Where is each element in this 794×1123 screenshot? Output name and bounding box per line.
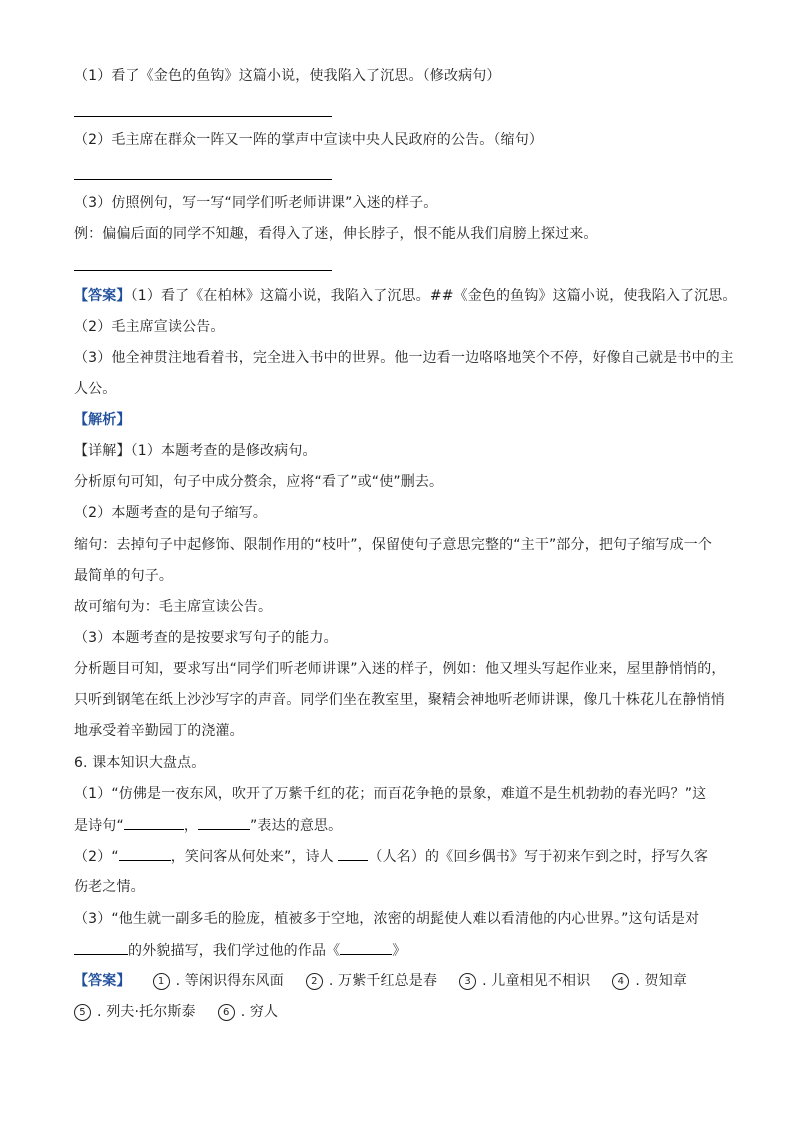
answer-5-line1: 【答案】（1）看了《在柏林》这篇小说，我陷入了沉思。##《金色的鱼钩》这篇小说，使我陷入了沉思。 [74,288,737,304]
q6-title: 6. 课本知识大盘点。 [74,755,206,771]
analysis-line3: （2）本题考查的是句子缩写。 [74,505,268,521]
detail-label: 【详解】 [74,443,131,459]
answer-6-line1 [74,971,726,991]
circled-number: 4 [612,973,629,990]
q6-part3: （3）“他生就一副多毛的脸庞，植被多于空地，浓密的胡髭使人难以看清他的内心世界。”这句话是对 [74,911,700,927]
circled-number: 5 [74,1004,91,1021]
q6-part2: （2）“ ，笑问客从何处来”，诗人 （人名）的《回乡偶书》写于初来乍到之时，抒写久客 [74,846,726,867]
analysis-line7-cont1: 只听到钢笔在纸上沙沙写字的声音。同学们坐在教室里，聚精会神地听老师讲课，像几十株花儿在静悄悄 [74,692,725,708]
answer-label: 【答案】 [74,973,131,989]
blank-6[interactable] [340,940,392,955]
analysis-label: 【解析】 [74,412,131,428]
answer-option-3: 3 . 儿童相见不相识 [459,971,590,991]
answer-5-line2: （2）毛主席宣读公告。 [74,319,225,335]
circled-number: 6 [218,1004,235,1021]
analysis-line5: 故可缩句为：毛主席宣读公告。 [74,599,273,615]
analysis-line6: （3）本题考查的是按要求写句子的能力。 [74,630,338,646]
answer-line-2 [74,179,332,180]
q6-part1-cont: 是诗句“ ， ”表达的意思。 [74,815,726,836]
answer-option-6: 6 . 穷人 [218,1002,279,1022]
circled-number: 2 [306,973,323,990]
q5-part3: （3）仿照例句，写一写“同学们听老师讲课”入迷的样子。 [74,195,438,211]
analysis-line1: 【详解】（1）本题考查的是修改病句。 [74,443,317,459]
q5-part2: （2）毛主席在群众一阵又一阵的掌声中宣读中央人民政府的公告。（缩句） [74,132,544,148]
blank-4[interactable] [338,846,368,861]
blank-3[interactable] [119,846,171,861]
answer-option-2: 2 . 万紫千红总是春 [306,971,437,991]
q5-part1: （1）看了《金色的鱼钩》这篇小说，使我陷入了沉思。（修改病句） [74,68,501,84]
analysis-line4-cont: 最简单的句子。 [74,568,174,584]
circled-number: 1 [153,973,170,990]
blank-1[interactable] [124,815,184,830]
answer-line-3 [74,270,332,271]
answer-5-line3: （3）他全神贯注地看着书，完全进入书中的世界。他一边看一边咯咯地笑个不停，好像自己就是书中的主 [74,350,734,366]
answer-option-5: 5 . 列夫·托尔斯泰 [74,1002,196,1022]
answer-line-1 [74,116,332,117]
q5-example: 例：偏偏后面的同学不知趣，看得入了迷，伸长脖子，恨不能从我们肩膀上探过来。 [74,226,598,242]
q6-part2-cont: 伤老之情。 [74,879,145,895]
q6-part3-cont: 的外貌描写，我们学过他的作品《 》 [74,940,726,961]
blank-2[interactable] [198,815,250,830]
analysis-line7-cont2: 地承受着辛勤园丁的浇灌。 [74,723,244,739]
analysis-line4: 缩句：去掉句子中起修饰、限制作用的“枝叶”，保留使句子意思完整的“主干”部分，把句子缩写成一个 [74,537,713,553]
answer-label: 【答案】 [74,288,131,304]
analysis-line2: 分析原句可知，句子中成分赘余，应将“看了”或“使”删去。 [74,474,444,490]
circled-number: 3 [459,973,476,990]
answer-option-4: 4 . 贺知章 [612,971,687,991]
answer-5-line3-cont: 人公。 [74,381,117,397]
answer-option-1: 1 . 等闲识得东风面 [153,971,284,991]
q6-part1: （1）“仿佛是一夜东风，吹开了万紫千红的花；而百花争艳的景象，难道不是生机勃勃的春光吗？”这 [74,786,707,802]
answer-6-line2 [74,1002,726,1022]
blank-5[interactable] [74,940,128,955]
analysis-line7: 分析题目可知，要求写出“同学们听老师讲课”入迷的样子，例如：他又埋头写起作业来，屋里静悄悄的， [74,661,726,677]
